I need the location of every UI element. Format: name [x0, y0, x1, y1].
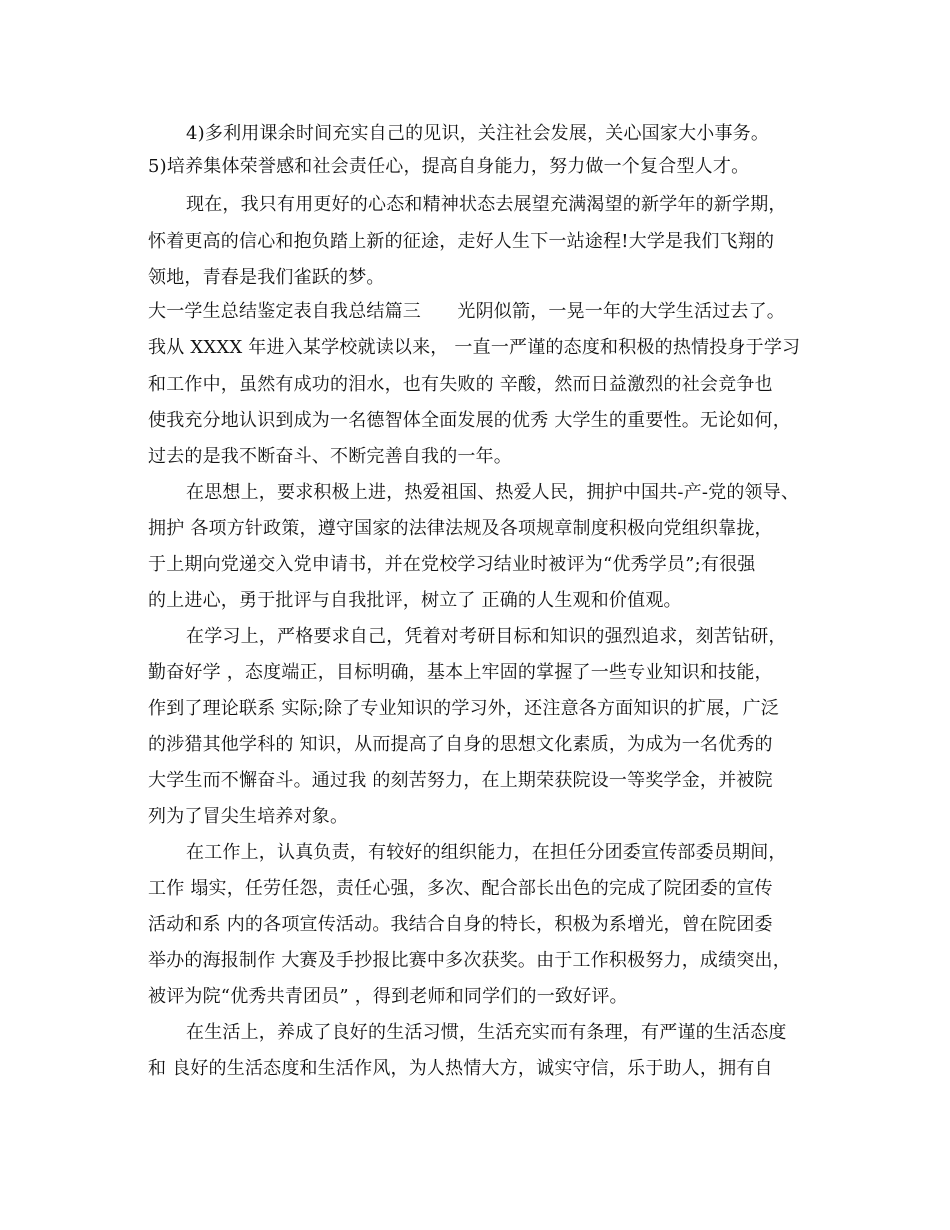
text-line: 活动和系 内的各项宣传活动。我结合自身的特长，积极为系增光，曾在院团委 — [148, 914, 773, 935]
text-line: 和工作中，虽然有成功的泪水，也有失败的 辛酸，然而日益激烈的社会竞争也 — [148, 374, 773, 395]
text-line: 使我充分地认识到成为一名德智体全面发展的优秀 大学生的重要性。无论如何， — [148, 410, 791, 431]
text-line: 举办的海报制作 大赛及手抄报比赛中多次获奖。由于工作积极努力，成绩突出， — [148, 950, 791, 971]
text-line: 工作 塌实，任劳任怨，责任心强，多次、配合部长出色的完成了院团委的宣传 — [148, 878, 773, 899]
text-line: 怀着更高的信心和抱负踏上新的征途，走好人生下一站途程!大学是我们飞翔的 — [148, 231, 775, 252]
text-line: 在学习上，严格要求自己，凭着对考研目标和知识的强烈追求，刻苦钻研， — [186, 626, 787, 647]
text-line: 在思想上，要求积极上进，热爱祖国、热爱人民，拥护中国共-产-党的领导、 — [186, 482, 800, 503]
text-line: 过去的是我不断奋斗、不断完善自我的一年。 — [148, 446, 512, 467]
text-line: 和 良好的生活态度和生活作风，为人热情大方，诚实守信，乐于助人，拥有自 — [148, 1058, 773, 1079]
text-line: 列为了冒尖生培养对象。 — [148, 806, 349, 827]
text-line: 于上期向党递交入党申请书，并在党校学习结业时被评为“优秀学员”;有很强 — [148, 554, 756, 575]
text-line: 5)培养集体荣誉感和社会责任心，提高自身能力，努力做一个复合型人才。 — [148, 156, 750, 177]
text-line: 领地，青春是我们雀跃的梦。 — [148, 267, 385, 288]
text-line: 4)多利用课余时间充实自己的见识，关注社会发展，关心国家大小事务。 — [186, 123, 770, 144]
text-line: 大学生而不懈奋斗。通过我 的刻苦努力，在上期荣获院设一等奖学金，并被院 — [148, 770, 773, 791]
text-line: 的上进心，勇于批评与自我批评，树立了 正确的人生观和价值观。 — [148, 590, 682, 611]
text-line: 在工作上，认真负责，有较好的组织能力，在担任分团委宣传部委员期间， — [186, 842, 787, 863]
text-line: 拥护 各项方针政策，遵守国家的法律法规及各项规章制度积极向党组织靠拢， — [148, 518, 773, 539]
text-line: 现在，我只有用更好的心态和精神状态去展望充满渴望的新学年的新学期， — [186, 194, 787, 215]
text-line: 我从 XXXX 年进入某学校就读以来， 一直一严谨的态度和积极的热情投身于学习 — [148, 337, 801, 358]
text-line: 在生活上，养成了良好的生活习惯，生活充实而有条理，有严谨的生活态度 — [186, 1022, 787, 1043]
text-line: 勤奋好学 ，态度端正，目标明确，基本上牢固的掌握了一些专业知识和技能， — [148, 662, 773, 683]
text-line: 作到了理论联系 实际;除了专业知识的学习外，还注意各方面知识的扩展，广泛 — [148, 698, 779, 719]
text-line: 大一学生总结鉴定表自我总结篇三 光阴似箭，一晃一年的大学生活过去了。 — [148, 301, 785, 322]
text-line: 被评为院“优秀共青团员” ，得到老师和同学们的一致好评。 — [148, 986, 628, 1007]
text-line: 的涉猎其他学科的 知识，从而提高了自身的思想文化素质，为成为一名优秀的 — [148, 734, 773, 755]
